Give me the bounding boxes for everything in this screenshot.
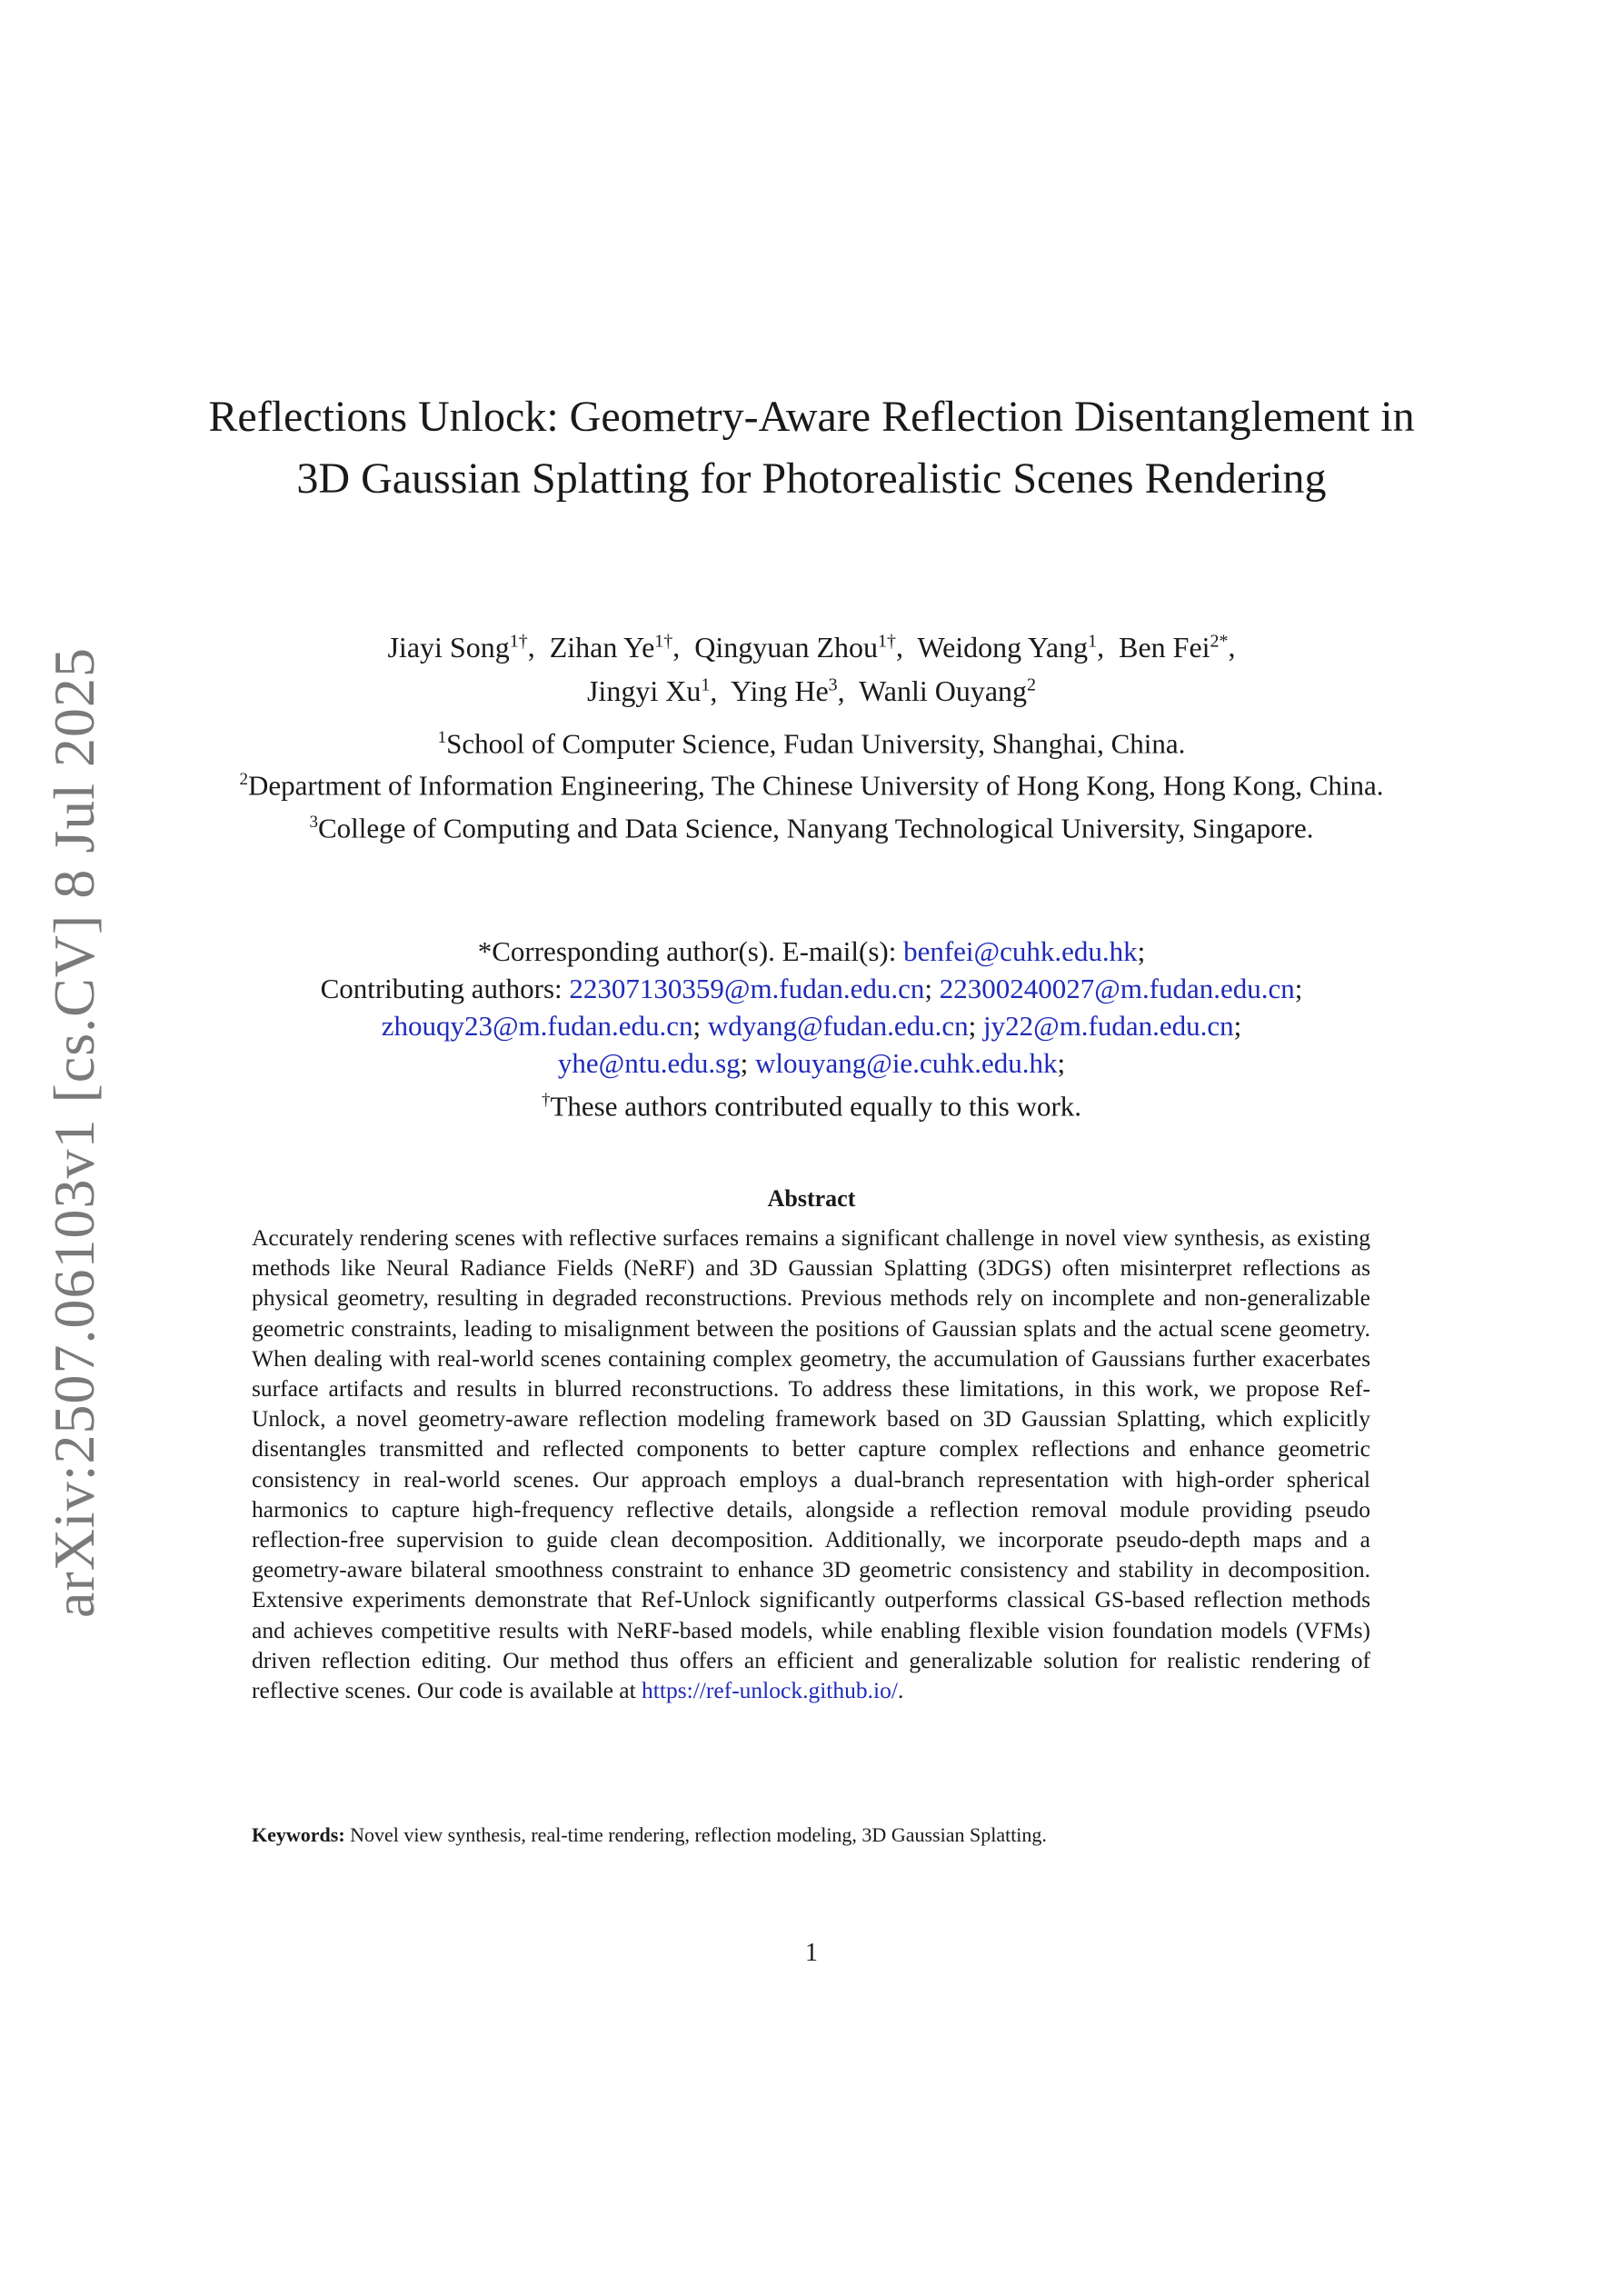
affiliation: $^2$Department of Information Engineering, The Chinese University of Hong Kong, Hong Kong, China. bbox=[239, 769, 1384, 802]
author-list: Jiayi Song$^{1\dagger}$, Zihan $Ye^{1\dagger}$, Qingyuan Zhou$^{1\dagger}$, Weidong Yang$^1$, Ben Fei$^{2*}$, Jingyi Xu$^1$, Ying He$^3$, Wanli Ouyang$^2$ bbox=[387, 630, 1236, 708]
contact-block bbox=[200, 933, 1423, 1124]
equal-contribution-note: †These authors contributed equally to this work. bbox=[541, 1090, 1082, 1123]
arxiv-stamp: arXiv:2507.06103v1 [cs.CV] 8 Jul 2025 bbox=[42, 646, 106, 1618]
author: Jingyi Xu$^1$ bbox=[586, 674, 711, 708]
email-link[interactable]: zhouqy23@m.fudan.edu.cn bbox=[381, 1010, 693, 1042]
email-link[interactable]: benfei@cuhk.edu.hk bbox=[903, 935, 1138, 967]
email-link[interactable]: jy22@m.fudan.edu.cn bbox=[983, 1010, 1234, 1042]
keywords bbox=[252, 1822, 1370, 1849]
email-link[interactable]: wdyang@fudan.edu.cn bbox=[707, 1010, 969, 1042]
author: Qingyuan Zhou$^{1\dagger}$ bbox=[694, 630, 897, 664]
affiliation-list bbox=[200, 720, 1423, 846]
page-number: 1 bbox=[805, 1939, 818, 1967]
contributing-authors-line: yhe@ntu.edu.sg; wlouyang@ie.cuhk.edu.hk; bbox=[557, 1047, 1066, 1079]
paper-title: Reflections Unlock: Geometry-Aware Reflection Disentanglement in 3D Gaussian Splatting for Photorealistic Scenes Rendering bbox=[208, 393, 1415, 503]
corresponding-author-line: *Corresponding author(s). E-mail(s): benfei@cuhk.edu.hk; bbox=[477, 935, 1146, 967]
affiliation: $^1$School of Computer Science, Fudan University, Shanghai, China. bbox=[437, 727, 1186, 760]
email-link[interactable]: yhe@ntu.edu.sg bbox=[557, 1047, 741, 1079]
contributing-authors-line: zhouqy23@m.fudan.edu.cn; wdyang@fudan.edu.cn; jy22@m.fudan.edu.cn; bbox=[381, 1010, 1242, 1042]
author: Jiayi Song$^{1\dagger}$ bbox=[387, 630, 528, 664]
author: Ben Fei$^{2*}$ bbox=[1119, 630, 1229, 664]
keywords-text: Novel view synthesis, real-time rendering, reflection modeling, 3D Gaussian Splatting. bbox=[344, 1823, 1047, 1846]
email-link[interactable]: 22300240027@m.fudan.edu.cn bbox=[939, 973, 1295, 1004]
keywords-label: Keywords: bbox=[252, 1823, 345, 1846]
email-link[interactable]: 22307130359@m.fudan.edu.cn bbox=[569, 973, 925, 1004]
abstract-heading: Abstract bbox=[767, 1185, 856, 1212]
author: Weidong Yang$^1$ bbox=[917, 630, 1098, 664]
email-link[interactable]: wlouyang@ie.cuhk.edu.hk bbox=[755, 1047, 1058, 1079]
contributing-authors-line: Contributing authors: 22307130359@m.fudan.edu.cn; 22300240027@m.fudan.edu.cn; bbox=[320, 973, 1303, 1004]
project-link[interactable]: https://ref-unlock.github.io/ bbox=[642, 1677, 898, 1704]
author: Wanli Ouyang$^2$ bbox=[859, 674, 1037, 708]
author: Zihan $Ye^{1\dagger}$ bbox=[549, 630, 673, 664]
author: Ying He$^3$ bbox=[731, 674, 838, 708]
affiliation: $^3$College of Computing and Data Science, Nanyang Technological University, Singapore. bbox=[309, 811, 1314, 844]
abstract-body: Accurately rendering scenes with reflective surfaces remains a significant challenge in novel view synthesis, as existing methods like Neural Radiance Fields (NeRF) and 3D Gaussian Splatting (3DGS) often misinterpret reflections as physical geometry, resulting in degraded reconstructions. Previous methods rely on incomplete and non-generalizable geometric constraints, leading to misalignment between the positions of Gaussian splats and the actual scene geometry. When dealing with real-world scenes containing complex geometry, the accumulation of Gaussians further exacerbates surface artifacts and results in blurred reconstructions. To address these limitations, in this work, we propose Ref-Unlock, a novel geometry-aware reflection modeling framework based on 3D Gaussian Splatting, which explicitly disentangles transmitted and reflected components to better capture complex reflections and enhance geometric consistency in real-world scenes. Our approach employs a dual-branch representation with high-order spherical harmonics to capture high-frequency reflective details, alongside a reflection removal module providing pseudo reflection-free supervision to guide clean decomposition. Additionally, we incorporate pseudo-depth maps and a geometry-aware bilateral smoothness constraint to enhance 3D geometric consistency and stability in decomposition. Extensive experiments demonstrate that Ref-Unlock significantly outperforms classical GS-based reflection methods and achieves competitive results with NeRF-based models, while enabling flexible vision foundation models (VFMs) driven reflection editing. Our method thus offers an efficient and generalizable solution for realistic rendering of reflective scenes. Our code is available at https://ref-unlock.github.io/. bbox=[252, 1224, 1370, 1704]
